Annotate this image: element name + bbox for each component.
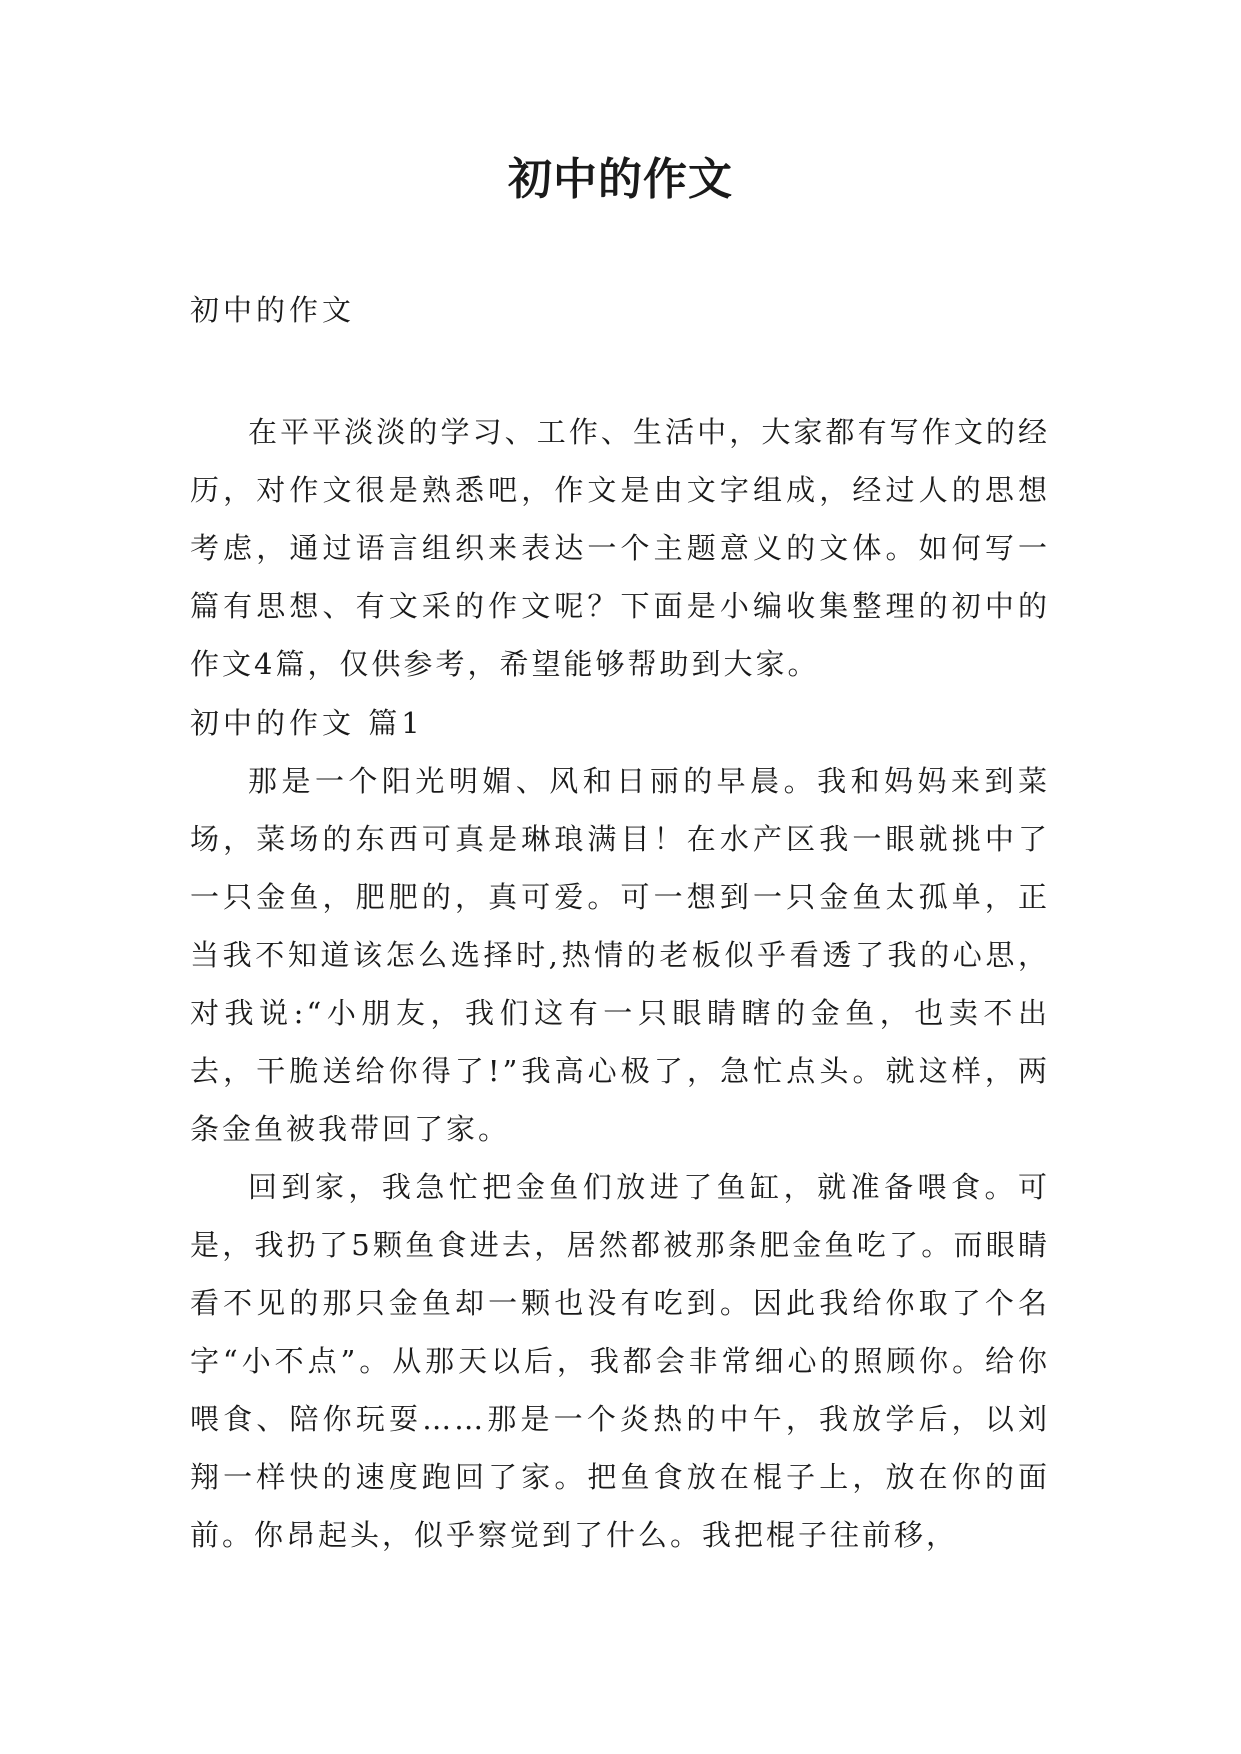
section-heading: 初中的作文 篇1: [190, 706, 424, 740]
document-title: 初中的作文: [508, 154, 733, 205]
body-paragraph: 回到家，我急忙把金鱼们放进了鱼缸，就准备喂食。可是，我扔了5颗鱼食进去，居然都被那条肥金鱼吃了。而眼睛看不见的那只金鱼却一颗也没有吃到。因此我给你取了个名字“小不点”。从那天以后，我都会非常细心的照顾你。给你喂食、陪你玩耍……那是一个炎热的中午，我放学后，以刘翔一样快的速度跑回了家。把鱼食放在棍子上，放在你的面前。你昂起头，似乎察觉到了什么。我把棍子往前移，: [190, 1170, 1050, 1552]
section-body: [190, 752, 1050, 1564]
intro-paragraph: 在平平淡淡的学习、工作、生活中，大家都有写作文的经历，对作文很是熟悉吧，作文是由文字组成，经过人的思想考虑，通过语言组织来表达一个主题意义的文体。如何写一篇有思想、有文采的作文呢？下面是小编收集整理的初中的作文4篇，仅供参考，希望能够帮助到大家。: [190, 415, 1050, 681]
body-paragraph: 那是一个阳光明媚、风和日丽的早晨。我和妈妈来到菜场，菜场的东西可真是琳琅满目！在水产区我一眼就挑中了一只金鱼，肥肥的，真可爱。可一想到一只金鱼太孤单，正当我不知道该怎么选择时,热情的老板似乎看透了我的心思，对我说:“小朋友，我们这有一只眼睛瞎的金鱼，也卖不出去，干脆送给你得了!”我高心极了，急忙点头。就这样，两条金鱼被我带回了家。: [190, 764, 1050, 1146]
intro-section: [190, 403, 1050, 693]
section-heading-block: [190, 702, 1050, 744]
document-subtitle: 初中的作文: [190, 293, 356, 327]
